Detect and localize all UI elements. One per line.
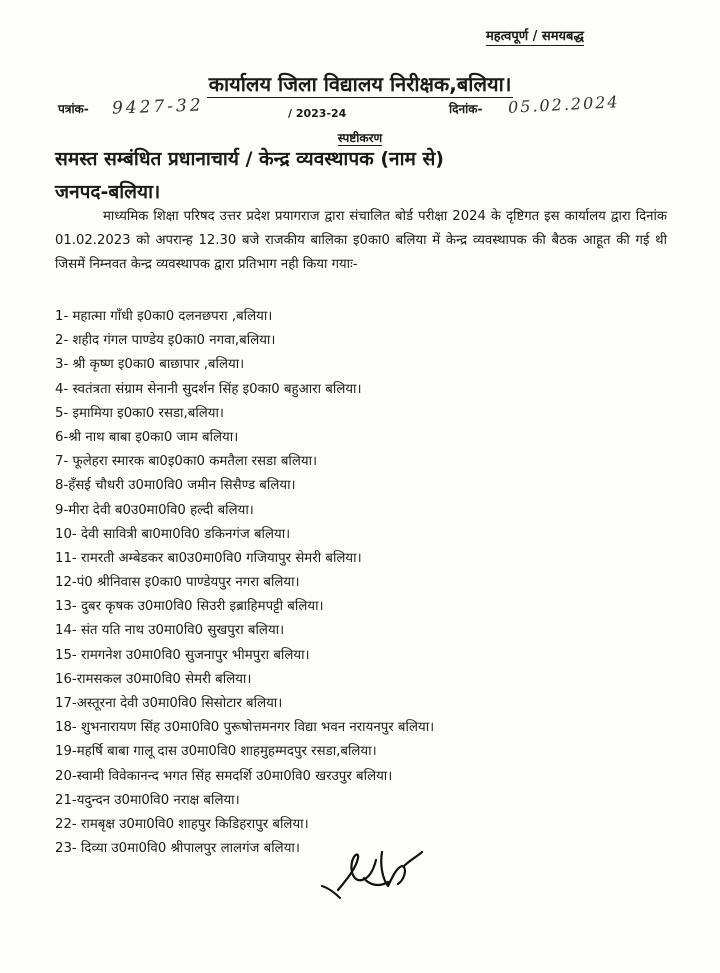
school-list-item: 2- शहीद गंगल पाण्डेय इ0का0 नगवा,बलिया। (55, 333, 276, 349)
patrank-number: 9427-32 (111, 95, 204, 119)
district: जनपद-बलिया। (55, 181, 161, 203)
school-list-item: 20-स्वामी विवेकानन्द भगत सिंह समदर्शि उ0मा0वि0 खरउपुर बलिया। (55, 768, 393, 784)
school-list-item: 14- संत यति नाथ उ0मा0वि0 सुखपुरा बलिया। (55, 623, 285, 639)
signature (318, 838, 438, 908)
school-list-item: 13- दुबर कृषक उ0मा0वि0 सिउरी इब्राहिमपट्टी बलिया। (55, 599, 324, 615)
school-list-item: 16-रामसकल उ0मा0वि0 सेमरी बलिया। (55, 671, 252, 687)
school-list-item: 22- रामबृक्ष उ0मा0वि0 शाहपुर किडिहरापुर बलिया। (55, 816, 309, 832)
school-list-item: 12-पं0 श्रीनिवास इ0का0 पाण्डेयपुर नगरा बलिया। (55, 575, 300, 591)
date-value: 05.02.2024 (507, 92, 621, 117)
school-list-item: 18- शुभनारायण सिंह उ0मा0वि0 पुरूषोत्तमनगर विद्या भवन नरायनपुर बलिया। (55, 720, 435, 736)
reference-year: / 2023-24 (288, 107, 347, 120)
school-list-item: 4- स्वतंत्रता संग्राम सेनानी सुदर्शन सिंह इ0का0 बहुआरा बलिया। (55, 381, 362, 397)
school-list-item: 9-मीरा देवी ब0उ0मा0वि0 हल्दी बलिया। (55, 502, 254, 518)
school-list-item: 19-महर्षि बाबा गालू दास उ0मा0वि0 शाहमुहम्मदपुर रसडा,बलिया। (55, 744, 377, 760)
school-list-item: 7- फूलेहरा स्मारक बा0इ0का0 कमतैला रसडा बलिया। (55, 454, 318, 470)
addressee: समस्त सम्बंधित प्रधानाचार्य / केन्द्र व्यवस्थापक (नाम से) (55, 148, 444, 170)
school-list-item: 1- महात्मा गाँधी इ0का0 दलनछपरा ,बलिया। (55, 309, 273, 324)
school-list-item: 23- दिव्या उ0मा0वि0 श्रीपालपुर लालगंज बलिया। (55, 841, 300, 857)
school-list-item: 3- श्री कृष्ण इ0का0 बाछापार ,बलिया। (55, 357, 245, 373)
school-list-item: 21-यदुन्दन उ0मा0वि0 नराक्ष बलिया। (55, 792, 240, 808)
body-paragraph: माध्यमिक शिक्षा परिषद उत्तर प्रदेश प्रयागराज द्वारा संचालित बोर्ड परीक्षा 2024 के दृष्टिगत इस कार्यालय द्वारा दिनांक 01.02.2023 को अपरान्ह 12.30 बजे राजकीय बालिका इ0का0 बलिया में केन्द्र व्यवस्थापक की बैठक आहूत की गई थी जिसमें निम्नवत केन्द्र व्यवस्थापक द्वारा प्रतिभाग नही किया गयाः- (55, 209, 667, 272)
reference-row (0, 92, 720, 127)
school-list-item: 5- इमामिया इ0का0 रसडा,बलिया। (55, 405, 224, 421)
subject-text: स्पष्टीकरण (337, 131, 383, 145)
school-list (55, 305, 434, 861)
date-label: दिनांक- (449, 102, 483, 116)
subject (0, 129, 720, 146)
office-title-text: कार्यालय जिला विद्यालय निरीक्षक,बलिया। (208, 72, 512, 96)
school-list-item: 17-अस्तूरना देवी उ0मा0वि0 सिसोटार बलिया। (55, 696, 283, 711)
patrank-label: पत्रांक- (58, 102, 89, 116)
school-list-item: 10- देवी सावित्री बा0मा0वि0 डकिनगंज बलिया। (55, 526, 291, 542)
school-list-item: 6-श्री नाथ बाबा इ0का0 जाम बलिया। (55, 429, 239, 445)
priority-tag: महत्वपूर्ण / समयबद्ध (486, 26, 584, 46)
school-list-item: 15- रामगनेश उ0मा0वि0 सुजनापुर भीमपुरा बलिया। (55, 647, 310, 663)
school-list-item: 8-हँसई चौधरी उ0मा0वि0 जमीन सिसैण्ड बलिया। (55, 478, 296, 494)
school-list-item: 11- रामरती अम्बेडकर बा0उ0मा0वि0 गजियापुर सेमरी बलिया। (55, 550, 362, 566)
